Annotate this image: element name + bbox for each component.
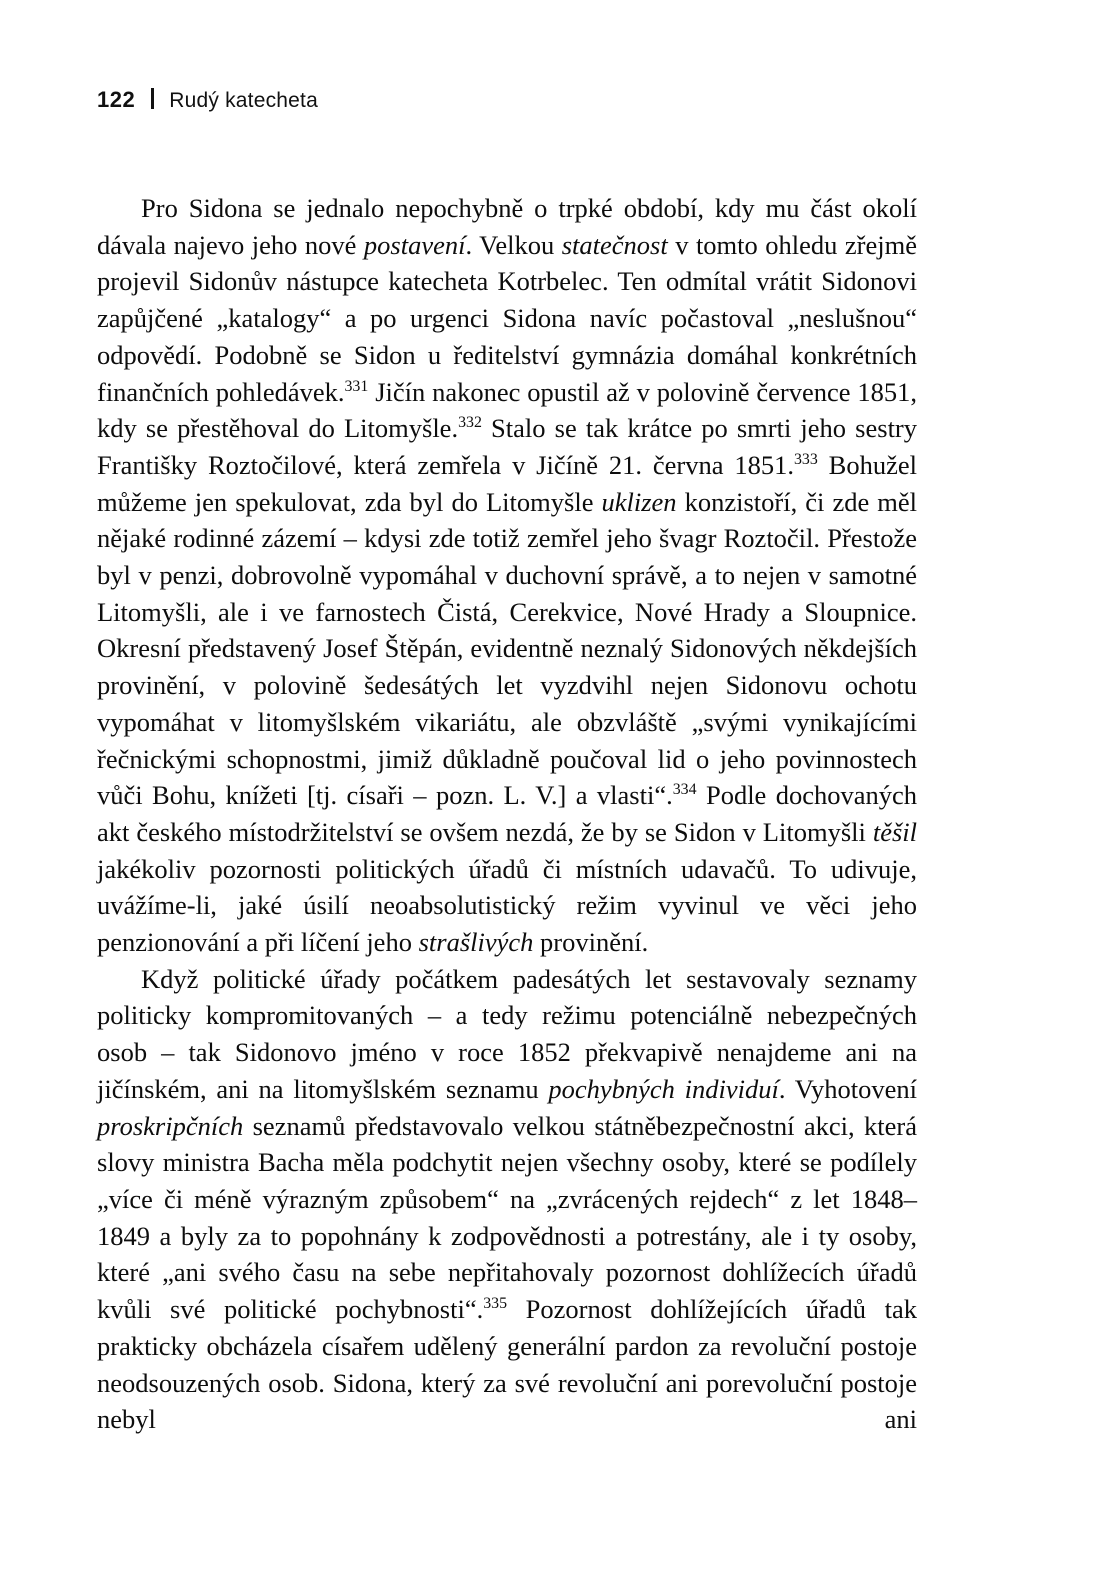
text-run: Jičín nakonec opustil až v polovině července 1851, kdy se přestěhoval do Litomyšle. [97, 376, 918, 444]
text-run: . Vyhotovení [778, 1073, 917, 1104]
text-run: Bohužel můžeme jen spekulovat, zda byl do Litomyšle [97, 449, 917, 517]
text-run: provinění. [533, 927, 649, 958]
footnote-marker-332[interactable]: 332 [458, 414, 482, 432]
emphasis-pochybnych-individui: pochybných individuí [548, 1073, 779, 1104]
text-run: Podle dochovaných akt českého místodržitelství se ovšem nezdá, že by se Sidon v Litomyšli [97, 780, 917, 847]
body-text [97, 190, 917, 1475]
text-run: konzistoří, či zde měl nějaké rodinné zázemí – kdysi zde totiž zemřel jeho švagr Roztočil. Přestože byl v penzi, dobrovolně vypomáhal v duchovní správě, a to nejen v samotné Litomyšli, ale i ve farnostech Čistá, Cerekvice, Nové Hrady a Sloupnice. Okresní představený Josef Štěpán, evidentně neznalý Sidonových někdejších provinění, v polovině šedesátých let vyzdvihl nejen Sidonovu ochotu vypomáhat v litomyšlském vikariátu, ale obzvláště „svými vynikajícími řečnickými schopnostmi, jimiž důkladně poučoval lid o jeho povinnostech vůči Bohu, knížeti [tj. císaři – pozn. L. V.] a vlasti“. [97, 486, 917, 811]
footnote-marker-334[interactable]: 334 [672, 781, 697, 799]
text-run: v tomto ohledu zřejmě projevil Sidonův nástupce katecheta Kotrbelec. Ten odmítal vrátit Sidonovi zapůjčené „katalogy“ a po urgenci Sidona navíc počastoval „neslušnou“ odpovědí. Podobně se Sidon u ředitelství gymnázia domáhal konkrétních finančních pohledávek. [97, 229, 917, 407]
emphasis-proskripcnich: proskripčních [97, 1110, 244, 1141]
emphasis-tesil: těšil [872, 816, 917, 847]
header-separator-icon [151, 88, 154, 109]
paragraph-2 [97, 961, 917, 1475]
emphasis-uklizen: uklizen [601, 486, 677, 517]
text-run: Pro Sidona se jednalo nepochybně o trpké období, kdy mu část okolí dávala najevo jeho nové [97, 193, 917, 260]
footnote-marker-335[interactable]: 335 [483, 1295, 508, 1313]
emphasis-postaveni: postavení [363, 229, 466, 260]
emphasis-statecnost: statečnost [561, 229, 668, 260]
text-run: Stalo se tak krátce po smrti jeho sestry Františky Roztočilové, která zemřela v Jičíně 21. června 1851. [97, 413, 918, 480]
footnote-marker-333[interactable]: 333 [793, 451, 818, 469]
text-run: seznamů představovalo velkou státněbezpečnostní akci, která slovy ministra Bacha měla podchytit nejen všechny osoby, které se podílely „více či méně výrazným způsobem“ na „zvrácených rejdech“ z let 1848–1849 a byly za to popohnány k zodpovědnosti a potrestány, ale i ty osoby, které „ani svého času na sebe nepřitahovaly pozornost dohlížecích úřadů kvůli své politické pochybnosti“. [97, 1110, 917, 1325]
page-number: 122 [97, 87, 136, 112]
text-run: Pozornost dohlížejících úřadů tak prakticky obcházela císařem udělený generální pardon za revoluční postoje neodsouzených osob. Sidona, který za své revoluční ani porevoluční postoje nebyl ani [97, 1294, 917, 1435]
emphasis-straslivych: strašlivých [418, 927, 534, 958]
paragraph-1 [97, 190, 917, 961]
book-title: Rudý katecheta [169, 89, 318, 112]
text-run: Když politické úřady počátkem padesátých let sestavovaly seznamy politicky kompromitovaných – a tedy režimu potenciálně nebezpečných osob – tak Sidonovo jméno v roce 1852 překvapivě nenajdeme ani na jičínském, ani na litomyšlském seznamu [97, 963, 917, 1104]
text-run: . Velkou [465, 229, 562, 260]
footnote-marker-331[interactable]: 331 [344, 377, 369, 395]
text-run: jakékoliv pozornosti politických úřadů či místních udavačů. To udivuje, uvážíme-li, jaké úsilí neoabsolutistický režim vyvinul ve věci jeho penzionování a při líčení jeho [97, 853, 917, 958]
running-head [97, 86, 318, 113]
